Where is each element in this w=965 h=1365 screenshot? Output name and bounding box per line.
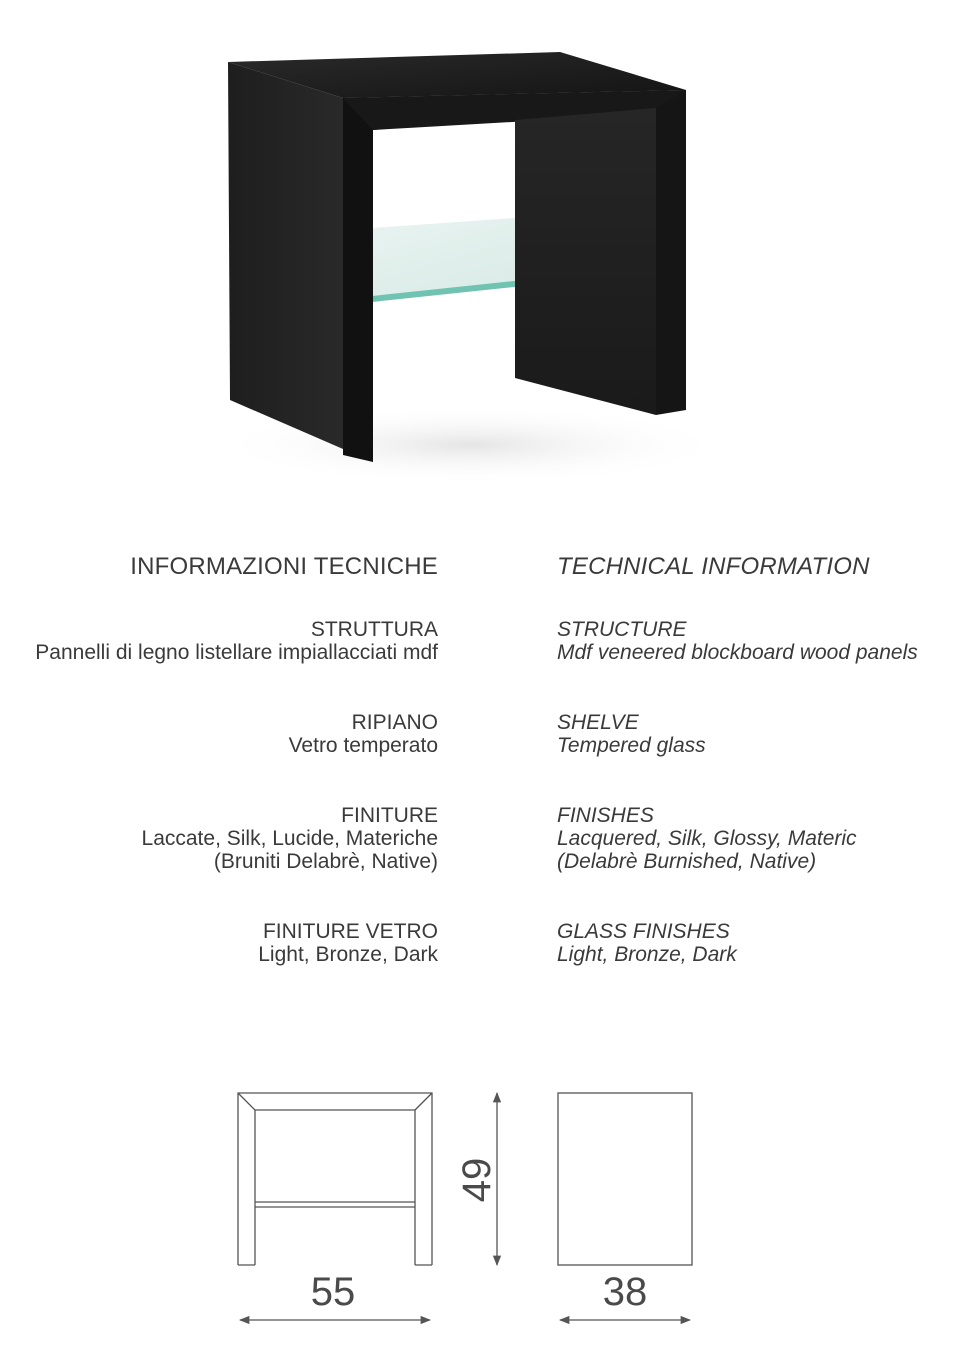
spec-title: FINITURE VETRO — [262, 920, 438, 943]
spec-value: (Bruniti Delabrè, Native) — [213, 850, 438, 873]
front-view — [238, 1093, 432, 1265]
product-photo — [0, 0, 965, 520]
dimension-drawing — [0, 1060, 965, 1365]
spec-structure-it — [0, 618, 438, 664]
spec-value: Pannelli di legno listellare impiallacciati mdf — [35, 641, 438, 664]
spec-title: GLASS FINISHES — [557, 920, 730, 943]
spec-shelf-en — [557, 711, 962, 757]
spec-value: Light, Bronze, Dark — [557, 943, 737, 966]
height-label: 49 — [455, 1157, 499, 1203]
side-view — [558, 1093, 692, 1265]
spec-glass-finishes-en — [557, 920, 962, 966]
spec-value: Light, Bronze, Dark — [258, 943, 438, 966]
spec-title: STRUTTURA — [310, 618, 438, 641]
spec-title: FINITURE — [341, 804, 438, 827]
spec-title: STRUCTURE — [557, 618, 687, 641]
spec-value: Tempered glass — [557, 734, 706, 757]
spec-value: Vetro temperato — [288, 734, 438, 757]
spec-glass-finishes-it — [0, 920, 438, 966]
spec-finishes-it — [0, 804, 438, 873]
spec-value: Laccate, Silk, Lucide, Materiche — [141, 827, 438, 850]
english-heading: TECHNICAL INFORMATION — [557, 553, 870, 580]
depth-label: 38 — [602, 1270, 648, 1314]
italian-heading: INFORMAZIONI TECNICHE — [130, 553, 438, 580]
right-leg — [656, 90, 686, 415]
spec-shelf-it — [0, 711, 438, 757]
spec-title: SHELVE — [557, 711, 639, 734]
spec-title: RIPIANO — [351, 711, 438, 734]
right-leg-face — [515, 108, 656, 415]
italian-specs — [0, 552, 438, 1013]
spec-title: FINISHES — [557, 804, 654, 827]
width-label: 55 — [310, 1270, 356, 1314]
spec-finishes-en — [557, 804, 962, 873]
spec-value: (Delabrè Burnished, Native) — [557, 850, 817, 873]
left-front-face — [343, 98, 373, 462]
spec-value: Mdf veneered blockboard wood panels — [557, 641, 918, 664]
english-specs — [557, 552, 962, 1013]
spec-structure-en — [557, 618, 962, 664]
spec-value: Lacquered, Silk, Glossy, Materic — [557, 827, 857, 850]
